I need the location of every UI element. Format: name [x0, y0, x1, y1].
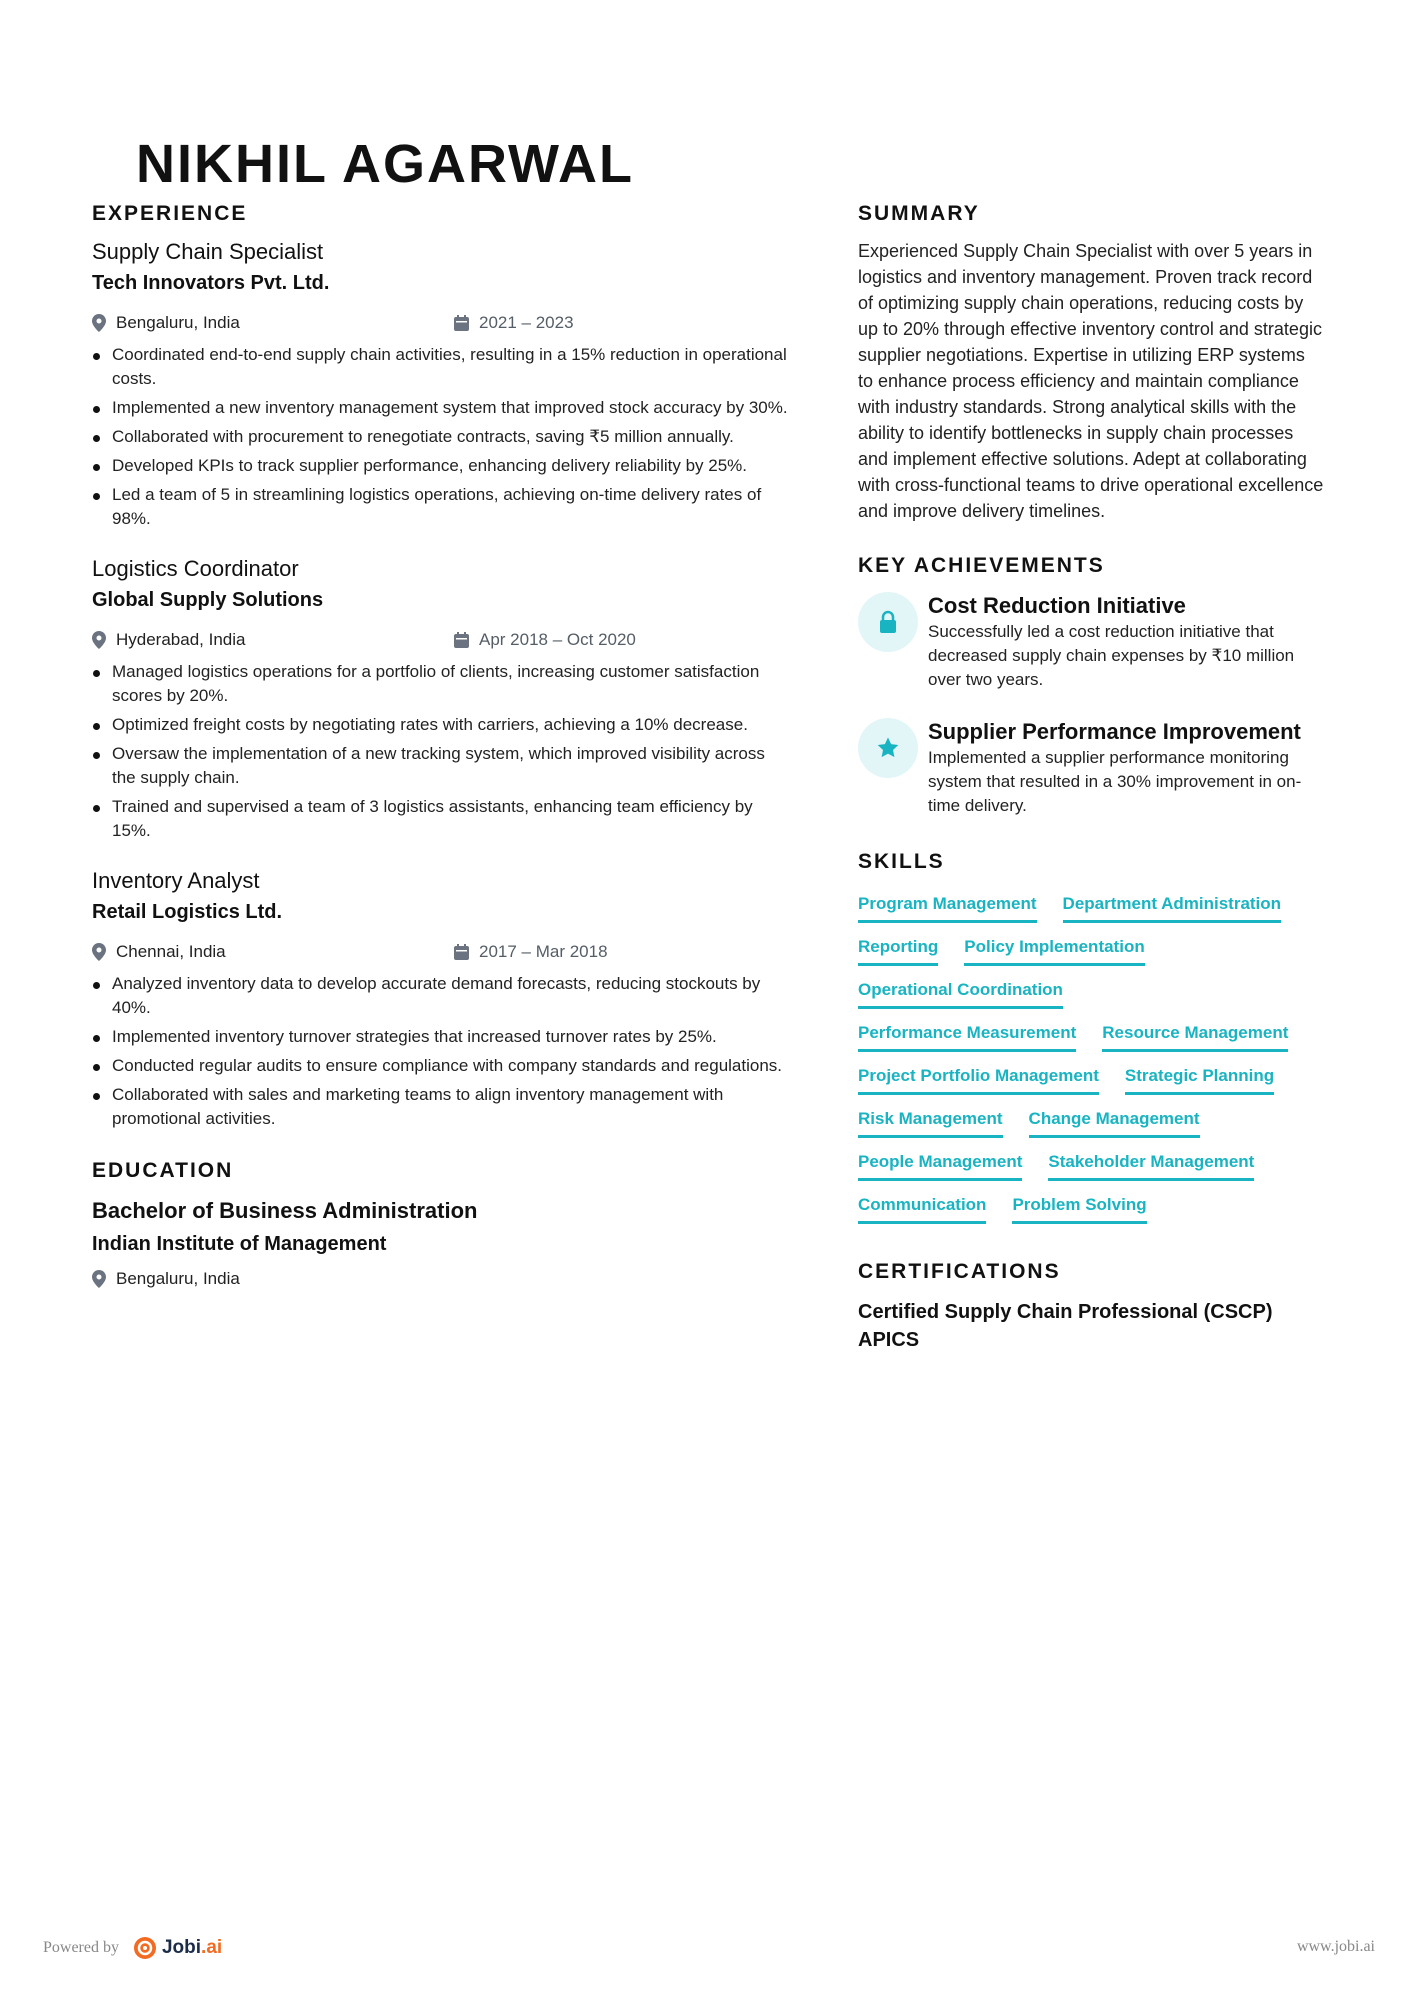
job-dates [454, 626, 636, 654]
logo-accent-text: .ai [201, 1937, 223, 1958]
bullet-item: Analyzed inventory data to develop accurate demand forecasts, reducing stockouts by 40%. [92, 972, 792, 1020]
skill-tag: Stakeholder Management [1048, 1150, 1254, 1181]
bullet-item: Collaborated with sales and marketing teams to align inventory management with promotional activities. [92, 1083, 792, 1131]
jobi-logo-icon [133, 1936, 157, 1960]
skill-tag: Department Administration [1063, 892, 1282, 923]
right-column [858, 200, 1328, 1354]
skill-tag: Risk Management [858, 1107, 1003, 1138]
star-icon [876, 736, 900, 760]
left-column [92, 200, 792, 1293]
job-location [92, 938, 226, 966]
logo-main-text: Jobi [161, 1937, 202, 1958]
location-text: Hyderabad, India [116, 630, 246, 649]
lock-icon [878, 610, 898, 634]
job-title: Supply Chain Specialist [92, 239, 324, 264]
skill-tag: Communication [858, 1193, 986, 1224]
achievement-title: Supplier Performance Improvement [928, 719, 1301, 744]
job-entry [92, 865, 792, 1131]
calendar-icon [454, 315, 469, 331]
education-section [92, 1157, 792, 1293]
skill-tag: Project Portfolio Management [858, 1064, 1099, 1095]
skill-tag: Problem Solving [1012, 1193, 1146, 1224]
bullet-item: Oversaw the implementation of a new tracking system, which improved visibility across the supply chain. [92, 742, 792, 790]
job-dates [454, 309, 574, 337]
certifications-heading: CERTIFICATIONS [858, 1260, 1061, 1283]
footer-powered-by [43, 1936, 222, 1960]
bullet-item: Conducted regular audits to ensure compliance with company standards and regulations. [92, 1054, 792, 1078]
jobi-logo-text [162, 1937, 222, 1959]
skill-tag: People Management [858, 1150, 1022, 1181]
experience-heading: EXPERIENCE [92, 202, 248, 225]
certification-item: APICS [858, 1329, 920, 1351]
footer-website-link[interactable]: www.jobi.ai [1296, 1938, 1375, 1955]
location-text: Bengaluru, India [116, 313, 240, 332]
summary-text: Experienced Supply Chain Specialist with over 5 years in logistics and inventory management. Proven track record of optimizing supply chain operations, reducing costs by up to 20% through effective inventory control and strategic supplier negotiations. Expertise in utilizing ERP systems to enhance process efficiency and maintain compliance with industry standards. Strong analytical skills with the ability to identify bottlenecks in supply chain processes and implement effective solutions. Adept at collaborating with cross-functional teams to drive operational excellence and improve delivery timelines. [858, 241, 1324, 521]
education-meta [92, 1265, 792, 1293]
job-location [92, 626, 245, 654]
job-meta [92, 309, 792, 337]
skill-tag: Operational Coordination [858, 978, 1063, 1009]
skill-tag: Strategic Planning [1125, 1064, 1274, 1095]
skills-section [858, 848, 1328, 1224]
location-pin-icon [92, 314, 106, 332]
summary-heading: SUMMARY [858, 202, 980, 225]
calendar-icon [454, 944, 469, 960]
achievement-title: Cost Reduction Initiative [928, 593, 1186, 618]
job-meta [92, 938, 792, 966]
company-name: Tech Innovators Pvt. Ltd. [92, 272, 330, 294]
school-name: Indian Institute of Management [92, 1233, 387, 1255]
education-heading: EDUCATION [92, 1159, 234, 1182]
job-title: Inventory Analyst [92, 868, 260, 893]
achievements-heading: KEY ACHIEVEMENTS [858, 554, 1105, 577]
job-title: Logistics Coordinator [92, 556, 299, 581]
skill-tag: Resource Management [1102, 1021, 1288, 1052]
bullet-item: Developed KPIs to track supplier performance, enhancing delivery reliability by 25%. [92, 454, 792, 478]
skill-list [858, 880, 1328, 1224]
achievement-desc: Successfully led a cost reduction initiative that decreased supply chain expenses by ₹10 million over two years. [928, 622, 1295, 689]
job-meta [92, 626, 792, 654]
skill-tag: Performance Measurement [858, 1021, 1076, 1052]
job-entry [92, 553, 792, 843]
bullet-item: Optimized freight costs by negotiating rates with carriers, achieving a 10% decrease. [92, 713, 792, 737]
job-bullets [92, 343, 792, 531]
job-location [92, 309, 240, 337]
location-pin-icon [92, 1270, 106, 1288]
dates-text: 2021 – 2023 [479, 313, 574, 332]
bullet-item: Coordinated end-to-end supply chain activities, resulting in a 15% reduction in operational costs. [92, 343, 792, 391]
company-name: Retail Logistics Ltd. [92, 901, 283, 923]
education-location [92, 1265, 240, 1293]
achievement-item [858, 592, 1328, 692]
achievement-item [858, 718, 1328, 818]
bullet-item: Collaborated with procurement to renegotiate contracts, saving ₹5 million annually. [92, 425, 792, 449]
dates-text: Apr 2018 – Oct 2020 [479, 630, 636, 649]
job-bullets [92, 660, 792, 843]
candidate-name: NIKHIL AGARWAL [136, 134, 634, 186]
achievement-icon-badge [858, 592, 918, 652]
bullet-item: Implemented inventory turnover strategies that increased turnover rates by 25%. [92, 1025, 792, 1049]
company-name: Global Supply Solutions [92, 589, 324, 611]
achievements-section [858, 552, 1328, 818]
jobi-logo[interactable] [133, 1936, 222, 1960]
skill-tag: Policy Implementation [964, 935, 1144, 966]
powered-by-text: Powered by [43, 1939, 119, 1956]
job-dates [454, 938, 608, 966]
skill-tag: Change Management [1029, 1107, 1200, 1138]
job-entry [92, 236, 792, 531]
location-text: Bengaluru, India [116, 1269, 240, 1288]
bullet-item: Trained and supervised a team of 3 logistics assistants, enhancing team efficiency by 15%. [92, 795, 792, 843]
certification-item: Certified Supply Chain Professional (CSCP) [858, 1301, 1273, 1323]
dates-text: 2017 – Mar 2018 [479, 942, 608, 961]
location-text: Chennai, India [116, 942, 226, 961]
bullet-item: Managed logistics operations for a portfolio of clients, increasing customer satisfaction scores by 20%. [92, 660, 792, 708]
location-pin-icon [92, 943, 106, 961]
achievement-icon-badge [858, 718, 918, 778]
bullet-item: Implemented a new inventory management system that improved stock accuracy by 30%. [92, 396, 792, 420]
job-bullets [92, 972, 792, 1131]
certifications-section [858, 1258, 1328, 1354]
calendar-icon [454, 632, 469, 648]
location-pin-icon [92, 631, 106, 649]
skill-tag: Program Management [858, 892, 1037, 923]
skills-heading: SKILLS [858, 850, 945, 873]
achievement-desc: Implemented a supplier performance monitoring system that resulted in a 30% improvement in on-time delivery. [928, 748, 1302, 815]
bullet-item: Led a team of 5 in streamlining logistics operations, achieving on-time delivery rates of 98%. [92, 483, 792, 531]
degree: Bachelor of Business Administration [92, 1198, 478, 1223]
skill-tag: Reporting [858, 935, 938, 966]
